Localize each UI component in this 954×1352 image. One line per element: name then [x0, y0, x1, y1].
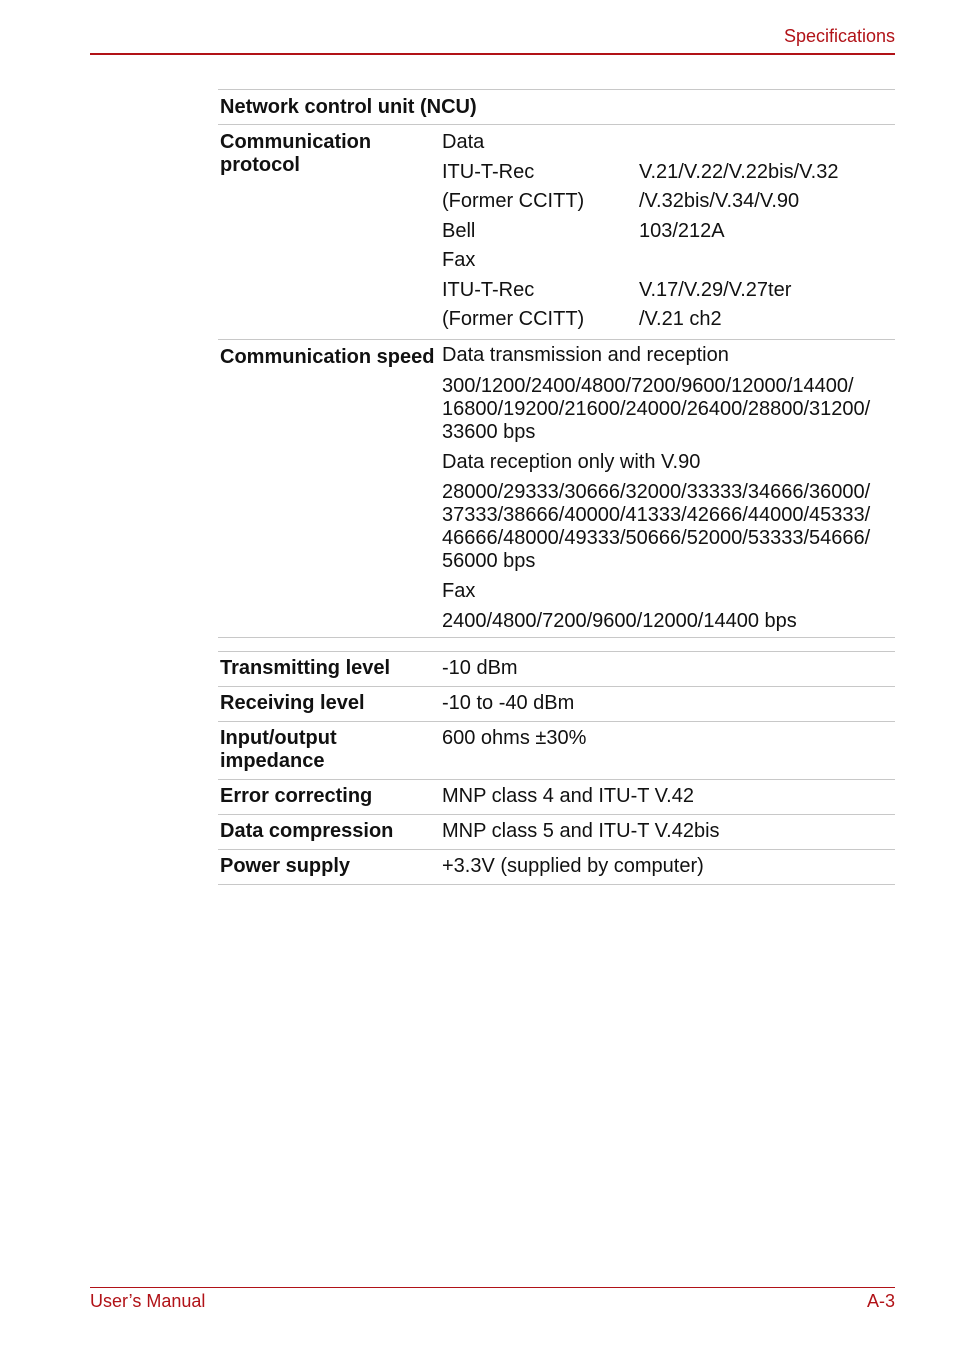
protocol-row	[218, 125, 895, 340]
speed-paragraph: 28000/29333/30666/32000/33333/34666/36000/ 37333/38666/40000/41333/42666/44000/45333/ 46666/48000/49333/50666/52000/53333/54666/ 56000 bps	[442, 480, 871, 572]
page-number: A-3	[866, 1291, 895, 1311]
spec-label: Transmitting level	[220, 657, 391, 679]
spec-row	[218, 780, 895, 815]
table-caption-row	[218, 90, 895, 125]
spec-table	[218, 651, 895, 885]
footer-manual-title: User’s Manual	[90, 1291, 206, 1311]
speed-row	[218, 340, 895, 638]
spec-row	[218, 652, 895, 687]
spec-row	[218, 815, 895, 850]
protocol-line	[442, 158, 895, 188]
speed-values	[442, 344, 895, 633]
spec-value: +3.3V (supplied by computer)	[442, 855, 704, 877]
protocol-line	[442, 246, 895, 276]
protocol-key: Data	[442, 131, 485, 154]
spec-row	[218, 687, 895, 722]
section-header: Specifications	[783, 26, 895, 46]
spec-row	[218, 722, 895, 780]
protocol-line	[442, 187, 895, 217]
spec-label: Receiving level	[220, 692, 365, 714]
protocol-line	[442, 217, 895, 247]
spec-value: MNP class 4 and ITU-T V.42	[442, 785, 694, 807]
speed-paragraph: Data reception only with V.90	[442, 450, 701, 473]
speed-paragraph: Fax	[442, 579, 476, 602]
spec-label: Power supply	[220, 855, 351, 877]
spec-label: Error correcting	[220, 785, 373, 807]
speed-paragraph: 300/1200/2400/4800/7200/9600/12000/14400/ 16800/19200/21600/24000/26400/28800/31200/ 33600 bps	[442, 374, 871, 443]
spec-label: Input/output impedance	[220, 727, 337, 772]
spec-value: MNP class 5 and ITU-T V.42bis	[442, 820, 720, 842]
spec-value: 600 ohms ±30%	[442, 727, 587, 749]
protocol-key: Fax	[442, 249, 476, 272]
protocol-label	[218, 128, 442, 335]
protocol-key: ITU-T-Rec	[442, 278, 535, 301]
footer-divider	[90, 1287, 895, 1288]
spec-label: Data compression	[220, 820, 394, 842]
protocol-value: V.17/V.29/V.27ter	[639, 278, 792, 301]
protocol-key: (Former CCITT)	[442, 190, 585, 213]
protocol-values	[442, 128, 895, 335]
protocol-key: Bell	[442, 219, 476, 242]
header-divider	[90, 53, 895, 55]
spec-row	[218, 850, 895, 885]
protocol-key: ITU-T-Rec	[442, 160, 535, 183]
ncu-table	[218, 89, 895, 638]
table-caption: Network control unit (NCU)	[220, 95, 477, 118]
protocol-value: /V.21 ch2	[639, 308, 722, 331]
protocol-line	[442, 276, 895, 306]
protocol-line	[442, 128, 895, 158]
speed-label	[218, 344, 442, 633]
protocol-label-text: Communication protocol	[220, 131, 372, 176]
protocol-line	[442, 305, 895, 335]
spec-value: -10 dBm	[442, 657, 518, 679]
protocol-value: V.21/V.22/V.22bis/V.32	[639, 160, 839, 183]
speed-paragraph: 2400/4800/7200/9600/12000/14400 bps	[442, 609, 797, 632]
protocol-value: 103/212A	[639, 219, 725, 242]
speed-paragraph: Data transmission and reception	[442, 343, 729, 366]
protocol-value: /V.32bis/V.34/V.90	[639, 190, 800, 213]
speed-label-text: Communication speed	[220, 345, 435, 368]
protocol-key: (Former CCITT)	[442, 308, 585, 331]
spec-value: -10 to -40 dBm	[442, 692, 575, 714]
